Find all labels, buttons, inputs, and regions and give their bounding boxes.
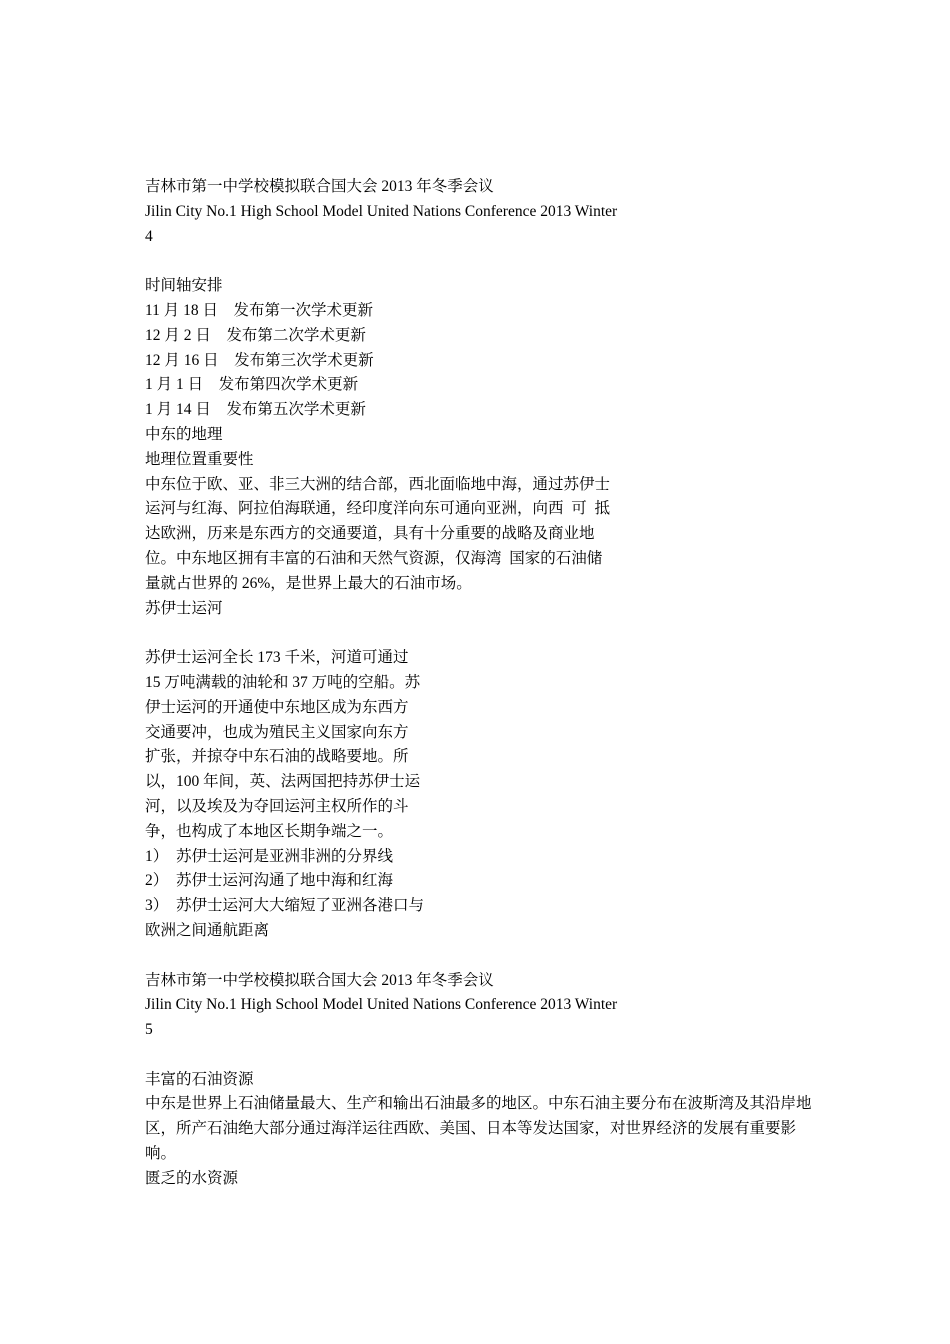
spacer: [145, 944, 815, 969]
paragraph-line: 运河与红海、阿拉伯海联通，经印度洋向东可通向亚洲，向西 可 抵: [145, 500, 611, 518]
spacer: [145, 1043, 815, 1068]
timeline-item: 11 月 18 日 发布第一次学术更新: [145, 301, 374, 319]
paragraph-line: 以，100 年间，英、法两国把持苏伊士运: [145, 773, 421, 791]
paragraph-line: 争，也构成了本地区长期争端之一。: [145, 822, 394, 840]
document-page: [145, 175, 815, 1192]
section-heading: 丰富的石油资源: [145, 1070, 254, 1088]
paragraph-line: 量就占世界的 26%，是世界上最大的石油市场。: [145, 574, 472, 592]
paragraph-line: 区，所产石油绝大部分通过海洋运往西欧、美国、日本等发达国家，对世界经济的发展有重要影响。: [145, 1120, 797, 1163]
timeline-heading: 时间轴安排: [145, 277, 223, 295]
section-heading: 匮乏的水资源: [145, 1169, 239, 1187]
timeline-item: 12 月 2 日 发布第二次学术更新: [145, 326, 366, 344]
paragraph-line: 中东位于欧、亚、非三大洲的结合部，西北面临地中海，通过苏伊士: [145, 475, 611, 493]
spacer: [145, 621, 815, 646]
timeline-item: 12 月 16 日 发布第三次学术更新: [145, 351, 374, 369]
list-item-continuation: 欧洲之间通航距离: [145, 921, 270, 939]
paragraph-line: 扩张，并掠夺中东石油的战略要地。所: [145, 748, 409, 766]
paragraph-line: 河，以及埃及为夺回运河主权所作的斗: [145, 797, 409, 815]
paragraph-line: 位。中东地区拥有丰富的石油和天然气资源，仅海湾 国家的石油储: [145, 549, 603, 567]
paragraph-line: 伊士运河的开通使中东地区成为东西方: [145, 698, 409, 716]
header-title-en: Jilin City No.1 High School Model United Nations Conference 2013 Winter: [145, 202, 618, 220]
section-heading: 中东的地理: [145, 425, 223, 443]
list-item: 2） 苏伊士运河沟通了地中海和红海: [145, 872, 394, 890]
section-heading: 苏伊士运河: [145, 599, 223, 617]
section-subheading: 地理位置重要性: [145, 450, 254, 468]
timeline-item: 1 月 14 日 发布第五次学术更新: [145, 401, 366, 419]
list-item: 3） 苏伊士运河大大缩短了亚洲各港口与: [145, 897, 425, 915]
page-number: 4: [145, 227, 153, 245]
timeline-item: 1 月 1 日 发布第四次学术更新: [145, 376, 359, 394]
paragraph-line: 交通要冲，也成为殖民主义国家向东方: [145, 723, 409, 741]
paragraph-line: 15 万吨满载的油轮和 37 万吨的空船。苏: [145, 673, 421, 691]
paragraph-line: 达欧洲，历来是东西方的交通要道，具有十分重要的战略及商业地: [145, 525, 595, 543]
paragraph-line: 苏伊士运河全长 173 千米，河道可通过: [145, 649, 409, 667]
header-title-cn: 吉林市第一中学校模拟联合国大会 2013 年冬季会议: [145, 971, 494, 989]
page-number: 5: [145, 1021, 153, 1039]
list-item: 1） 苏伊士运河是亚洲非洲的分界线: [145, 847, 394, 865]
header-title-cn: 吉林市第一中学校模拟联合国大会 2013 年冬季会议: [145, 178, 494, 195]
paragraph-line: 中东是世界上石油储量最大、生产和输出石油最多的地区。中东石油主要分布在波斯湾及其沿岸地: [145, 1095, 812, 1113]
spacer: [145, 249, 815, 274]
header-title-en: Jilin City No.1 High School Model United Nations Conference 2013 Winter: [145, 996, 618, 1014]
